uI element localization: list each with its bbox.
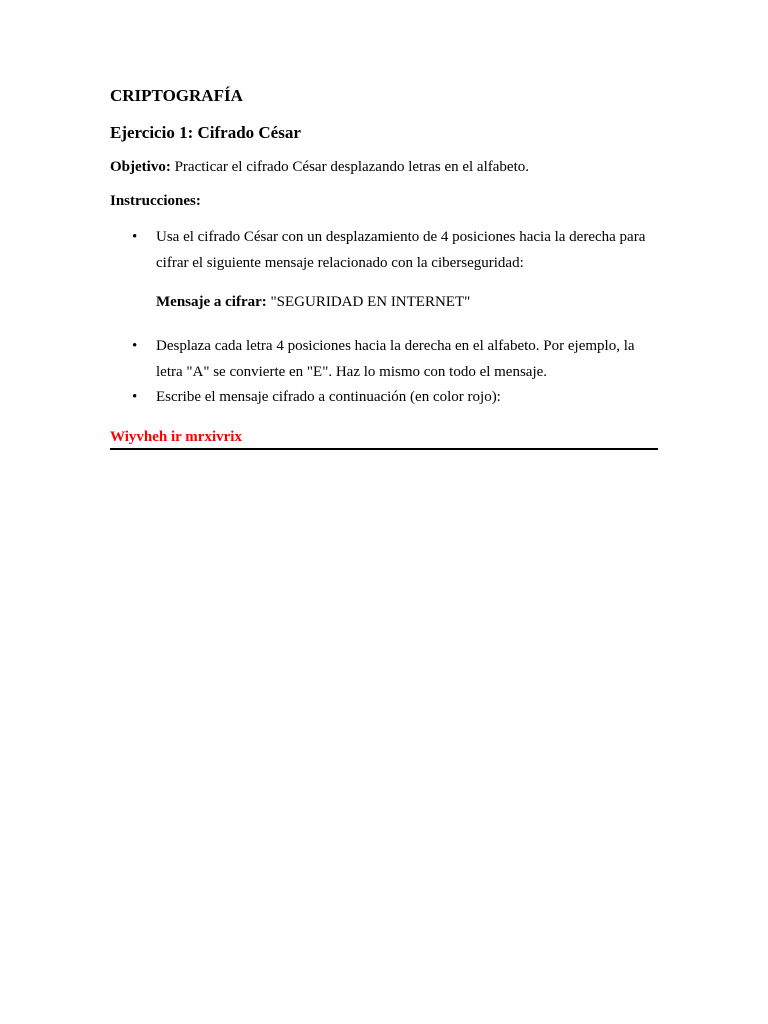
bullet-marker: • [132,338,138,354]
document-title: CRIPTOGRAFÍA [110,86,243,105]
bullet-marker: • [132,229,138,245]
instructions-heading: Instrucciones: [110,193,201,209]
bullet-item-2: Desplaza cada letra 4 posiciones hacia la derecha en el alfabeto. Por ejemplo, la letra "A" se convierte en "E". Haz lo mismo con todo el mensaje. [156,338,635,380]
message-text: "SEGURIDAD EN INTERNET" [266,294,471,310]
message-to-encrypt [156,294,470,311]
objective-paragraph [110,159,529,176]
exercise-title: Ejercicio 1: Cifrado César [110,123,301,142]
encrypted-answer: Wiyvheh ir mrxivrix [110,429,242,445]
answer-field [110,429,658,450]
message-label: Mensaje a cifrar: [156,294,267,310]
bullet-marker: • [132,389,138,405]
objective-text: Practicar el cifrado César desplazando letras en el alfabeto. [170,159,529,175]
bullet-item-1: Usa el cifrado César con un desplazamiento de 4 posiciones hacia la derecha para cifrar el siguiente mensaje relacionado con la ciberseguridad: [156,229,646,271]
objective-label: Objetivo: [110,159,171,175]
bullet-item-3: Escribe el mensaje cifrado a continuación (en color rojo): [156,389,501,405]
